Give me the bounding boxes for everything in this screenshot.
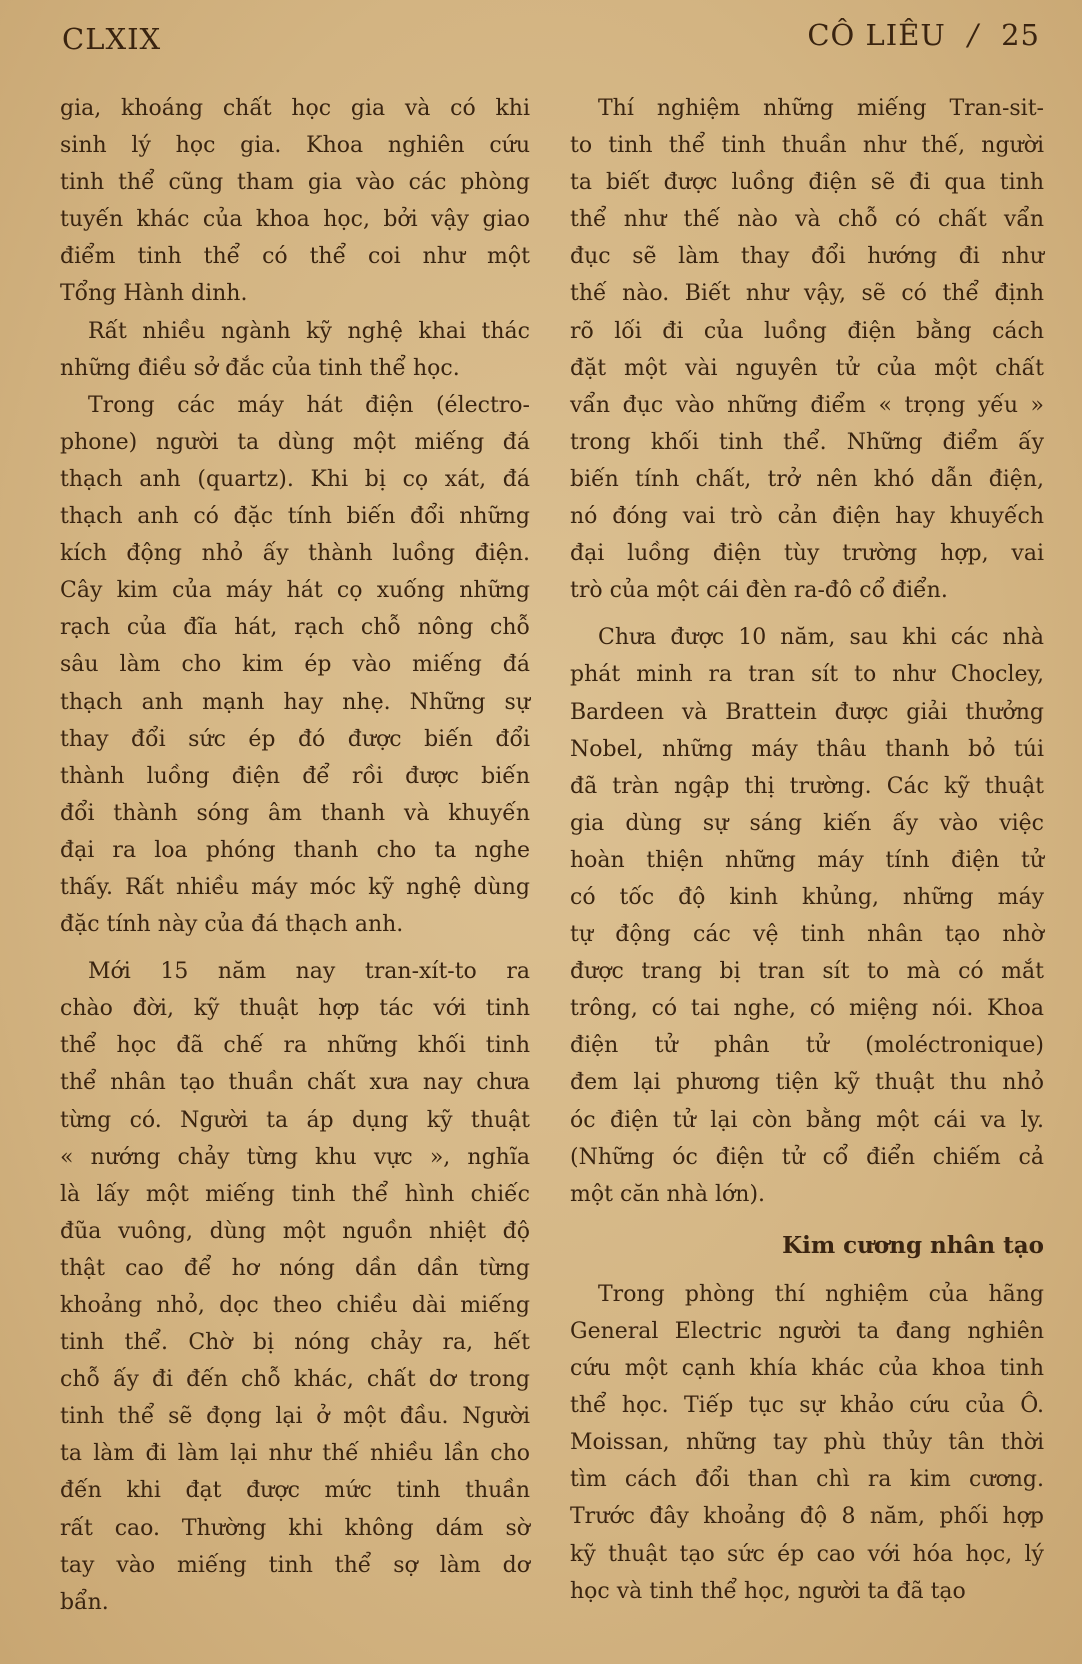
text-line: gia dùng sự sáng kiến ấy vào việc (570, 810, 1044, 836)
text-line: Tổng Hành dinh. (60, 281, 248, 307)
right-column (570, 90, 1044, 1610)
text-line: Bardeen và Brattein được giải thưởng (570, 699, 1044, 725)
text-line: thể như thế nào và chỗ có chất vẩn (570, 207, 1044, 233)
text-line: Rất nhiều ngành kỹ nghệ khai thác (88, 318, 530, 344)
text-line: « nướng chảy từng khu vực », nghĩa (60, 1144, 530, 1170)
text-line: thành luồng điện để rồi được biến (60, 763, 530, 789)
text-line: kỹ thuật tạo sức ép cao với hóa học, lý (570, 1541, 1044, 1567)
text-line: Thí nghiệm những miếng Tran-sit- (598, 96, 1044, 121)
text-line: tự động các vệ tinh nhân tạo nhờ (570, 922, 1044, 948)
text-line: thế nào. Biết như vậy, sẽ có thể định (570, 281, 1044, 307)
text-line: thấy. Rất nhiều máy móc kỹ nghệ dùng (60, 874, 530, 900)
text-line: sinh lý học gia. Khoa nghiên cứu (60, 133, 530, 159)
text-line: đã tràn ngập thị trường. Các kỹ thuật (570, 773, 1044, 799)
text-line: Chưa được 10 năm, sau khi các nhà (598, 625, 1044, 651)
running-title: CÔ LIÊU (807, 18, 946, 52)
paragraph (60, 90, 530, 313)
text-line: Cây kim của máy hát cọ xuống những (60, 578, 530, 604)
text-line: hoàn thiện những máy tính điện tử (570, 847, 1044, 873)
text-line: trò của một cái đèn ra-đô cổ điển. (570, 578, 948, 604)
text-line: ta biết được luồng điện sẽ đi qua tinh (570, 170, 1044, 196)
paragraph (570, 619, 1044, 1213)
text-line: (Những óc điện tử cổ điển chiếm cả (570, 1144, 1044, 1170)
text-line: đục sẽ làm thay đổi hướng đi như (570, 244, 1044, 270)
text-line: nó đóng vai trò cản điện hay khuyếch (570, 504, 1044, 530)
page-number: 25 (1001, 18, 1040, 52)
text-line: thạch anh (quartz). Khi bị cọ xát, đá (60, 466, 530, 492)
text-line: đổi thành sóng âm thanh và khuyến (60, 800, 530, 826)
text-line: đem lại phương tiện kỹ thuật thu nhỏ (570, 1070, 1044, 1096)
text-line: thể học. Tiếp tục sự khảo cứu của Ô. (570, 1393, 1044, 1419)
text-line: vẩn đục vào những điểm « trọng yếu » (570, 392, 1044, 418)
text-line: phone) người ta dùng một miếng đá (60, 429, 530, 455)
text-line: tinh thể cũng tham gia vào các phòng (60, 170, 530, 196)
text-line: rạch của đĩa hát, rạch chỗ nông chỗ (60, 615, 530, 641)
text-line: thạch anh có đặc tính biến đổi những (60, 504, 530, 530)
folio: CLXIX (62, 22, 162, 56)
text-line: điện tử phân tử (moléctronique) (570, 1033, 1044, 1059)
text-line: là lấy một miếng tinh thể hình chiếc (60, 1181, 530, 1207)
text-line: phát minh ra tran sít to như Chocley, (570, 662, 1044, 688)
text-line: đại ra loa phóng thanh cho ta nghe (60, 837, 530, 863)
text-line: học và tinh thể học, người ta đã tạo (570, 1578, 966, 1604)
text-line: gia, khoáng chất học gia và có khi (60, 96, 530, 121)
text-line: những điều sở đắc của tinh thể học. (60, 355, 460, 381)
text-line: trong khối tinh thể. Những điểm ấy (570, 429, 1044, 455)
text-line: khoảng nhỏ, dọc theo chiều dài miếng (60, 1293, 530, 1318)
text-line: điểm tinh thể có thể coi như một (60, 244, 530, 270)
text-line: thể học đã chế ra những khối tinh (60, 1033, 530, 1059)
text-line: tay vào miếng tinh thể sợ làm dơ (60, 1552, 530, 1578)
text-line: rõ lối đi của luồng điện bằng cách (570, 318, 1044, 344)
text-line: chào đời, kỹ thuật hợp tác với tinh (60, 996, 530, 1022)
section-heading: Kim cương nhân tạo (782, 1231, 1044, 1259)
text-line: tuyến khác của khoa học, bởi vậy giao (60, 207, 530, 233)
text-line: sâu làm cho kim ép vào miếng đá (60, 652, 530, 678)
text-line: Mới 15 năm nay tran-xít-to ra (88, 959, 530, 985)
text-line: tinh thể. Chờ bị nóng chảy ra, hết (60, 1330, 530, 1356)
text-line: Trong các máy hát điện (électro- (88, 392, 530, 418)
text-line: đến khi đạt được mức tinh thuần (60, 1478, 530, 1504)
text-line: rất cao. Thường khi không dám sờ (60, 1515, 530, 1541)
text-line: thể nhân tạo thuần chất xưa nay chưa (60, 1070, 530, 1096)
text-line: đặt một vài nguyên tử của một chất (570, 355, 1044, 381)
text-line: General Electric người ta đang nghiên (570, 1319, 1044, 1344)
text-line: đại luồng điện tùy trường hợp, vai (570, 541, 1044, 567)
text-line: một căn nhà lớn). (570, 1181, 766, 1207)
header-separator: / (968, 18, 979, 52)
text-line: Trong phòng thí nghiệm của hãng (598, 1281, 1044, 1307)
text-line: thay đổi sức ép đó được biến đổi (60, 726, 530, 752)
text-line: có tốc độ kinh khủng, những máy (570, 884, 1044, 910)
paragraph (60, 313, 530, 387)
paragraph (60, 387, 530, 943)
text-line: biến tính chất, trở nên khó dẫn điện, (570, 466, 1044, 492)
text-line: kích động nhỏ ấy thành luồng điện. (60, 541, 530, 567)
text-line: tìm cách đổi than chì ra kim cương. (570, 1467, 1044, 1493)
text-line: to tinh thể tinh thuần như thế, người (570, 133, 1044, 159)
text-line: đặc tính này của đá thạch anh. (60, 912, 404, 938)
text-line: chỗ ấy đi đến chỗ khác, chất dơ trong (60, 1367, 530, 1393)
text-line: được trang bị tran sít to mà có mắt (570, 959, 1044, 985)
left-column (60, 90, 530, 1621)
paragraph (570, 1276, 1044, 1610)
page-header (62, 18, 1040, 68)
text-line: đũa vuông, dùng một nguồn nhiệt độ (60, 1218, 530, 1244)
text-line: óc điện tử lại còn bằng một cái va ly. (570, 1107, 1044, 1133)
paragraph (60, 953, 530, 1621)
text-line: cứu một cạnh khía khác của khoa tinh (570, 1356, 1044, 1382)
running-head (807, 18, 1040, 52)
text-line: thật cao để hơ nóng dần dần từng (60, 1255, 530, 1281)
text-line: Trước đây khoảng độ 8 năm, phối hợp (570, 1504, 1044, 1530)
text-line: Nobel, những máy thâu thanh bỏ túi (570, 736, 1044, 762)
text-line: trông, có tai nghe, có miệng nói. Khoa (570, 996, 1044, 1022)
text-line: từng có. Người ta áp dụng kỹ thuật (60, 1107, 530, 1133)
text-line: tinh thể sẽ đọng lại ở một đầu. Người (60, 1404, 530, 1430)
text-line: thạch anh mạnh hay nhẹ. Những sự (60, 689, 530, 715)
text-line: Moissan, những tay phù thủy tân thời (570, 1430, 1044, 1456)
text-line: bẩn. (60, 1589, 109, 1615)
text-line: ta làm đi làm lại như thế nhiều lần cho (60, 1441, 530, 1467)
paragraph (570, 90, 1044, 609)
